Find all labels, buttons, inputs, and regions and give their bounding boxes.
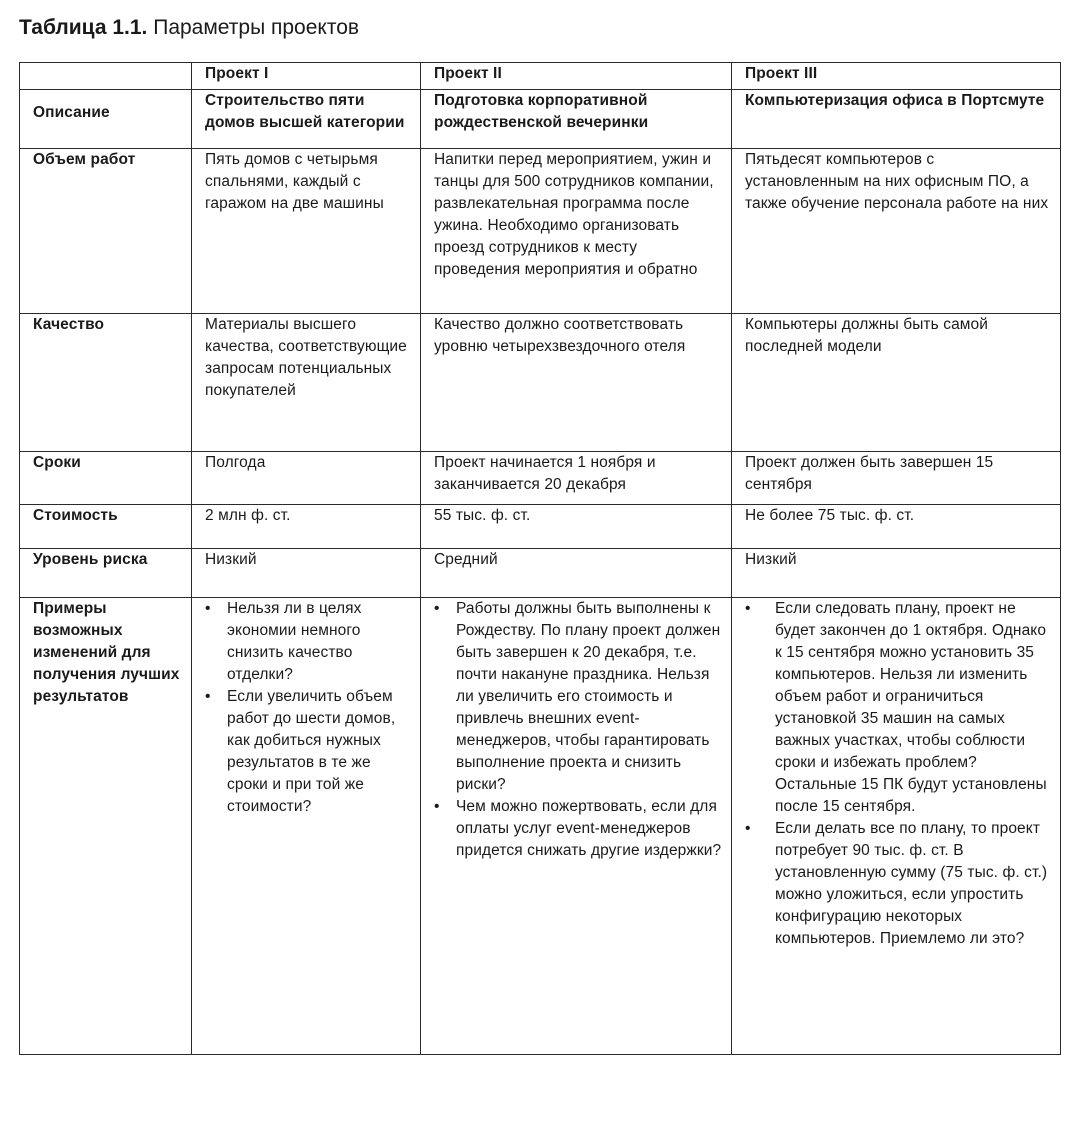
- quality-project-1: Материалы высшего качества, соответствующие запросам потенциальных покупателей: [192, 314, 421, 452]
- table-header-row: [20, 63, 1061, 90]
- scope-project-3: Пятьдесят компьютеров с установленным на них офисным ПО, а также обучение персонала работе на них: [732, 149, 1061, 314]
- timing-row: [20, 452, 1061, 505]
- examples-list-project-2: [434, 598, 723, 862]
- row-label-description: Описание: [20, 90, 192, 149]
- table-caption-title: Параметры проектов: [153, 16, 360, 39]
- risk-project-3: Низкий: [732, 549, 1061, 598]
- description-project-1: Строительство пяти домов высшей категории: [192, 90, 421, 149]
- description-project-3: Компьютеризация офиса в Портсмуте: [732, 90, 1061, 149]
- row-label-risk: Уровень риска: [20, 549, 192, 598]
- header-project-3: Проект III: [732, 63, 1061, 90]
- scope-project-1: Пять домов с четырьмя спальнями, каждый с гаражом на две машины: [192, 149, 421, 314]
- row-label-quality: Качество: [20, 314, 192, 452]
- table-caption: [19, 14, 359, 42]
- scope-row: [20, 149, 1061, 314]
- cost-project-2: 55 тыс. ф. ст.: [421, 505, 732, 549]
- row-label-scope: Объем работ: [20, 149, 192, 314]
- list-item: • Работы должны быть выполнены к Рождеству. По плану проект должен быть завершен к 20 декабря, т.е. почти накануне праздника. Нельзя ли увеличить его стоимость и привлечь внешних event-менеджеров, чтобы гарантировать выполнение проекта и снизить риски?: [434, 598, 723, 796]
- row-label-timing: Сроки: [20, 452, 192, 505]
- list-item: • Нельзя ли в целях экономии немного снизить качество отделки?: [205, 598, 412, 686]
- examples-list-project-3: [745, 598, 1052, 950]
- table-caption-number: Таблица 1.1.: [19, 16, 148, 39]
- quality-project-3: Компьютеры должны быть самой последней модели: [732, 314, 1061, 452]
- cost-row: [20, 505, 1061, 549]
- row-label-cost: Стоимость: [20, 505, 192, 549]
- project-parameters-table: [19, 62, 1061, 1055]
- risk-row: [20, 549, 1061, 598]
- row-label-examples: Примеры возможных изменений для получения лучших результатов: [20, 598, 192, 1055]
- cost-project-3: Не более 75 тыс. ф. ст.: [732, 505, 1061, 549]
- header-project-2: Проект II: [421, 63, 732, 90]
- examples-project-2: [421, 598, 732, 1055]
- list-item: • Если делать все по плану, то проект потребует 90 тыс. ф. ст. В установленную сумму (75 тыс. ф. ст.) можно уложиться, если упростить конфигурацию некоторых компьютеров. Приемлемо ли это?: [745, 818, 1052, 950]
- risk-project-1: Низкий: [192, 549, 421, 598]
- description-project-2: Подготовка корпоративной рождественской вечеринки: [421, 90, 732, 149]
- timing-project-1: Полгода: [192, 452, 421, 505]
- list-item: • Чем можно пожертвовать, если для оплаты услуг event-менеджеров придется снижать другие издержки?: [434, 796, 723, 862]
- cost-project-1: 2 млн ф. ст.: [192, 505, 421, 549]
- quality-row: [20, 314, 1061, 452]
- risk-project-2: Средний: [421, 549, 732, 598]
- examples-project-1: [192, 598, 421, 1055]
- timing-project-2: Проект начинается 1 ноября и заканчивается 20 декабря: [421, 452, 732, 505]
- examples-row: [20, 598, 1061, 1055]
- header-corner-cell: [20, 63, 192, 90]
- timing-project-3: Проект должен быть завершен 15 сентября: [732, 452, 1061, 505]
- description-row: [20, 90, 1061, 149]
- examples-project-3: [732, 598, 1061, 1055]
- list-item: • Если увеличить объем работ до шести домов, как добиться нужных результатов в те же сроки и при той же стоимости?: [205, 686, 412, 818]
- header-project-1: Проект I: [192, 63, 421, 90]
- list-item: • Если следовать плану, проект не будет закончен до 1 октября. Однако к 15 сентября можно установить 35 компьютеров. Нельзя ли изменить объем работ и ограничиться установкой 35 машин на самых важных участках, чтобы соблюсти сроки и избежать проблем? Остальные 15 ПК будут установлены после 15 сентября.: [745, 598, 1052, 818]
- examples-list-project-1: [205, 598, 412, 818]
- scope-project-2: Напитки перед мероприятием, ужин и танцы для 500 сотрудников компании, развлекательная программа после ужина. Необходимо организовать проезд сотрудников к месту проведения мероприятия и обратно: [421, 149, 732, 314]
- quality-project-2: Качество должно соответствовать уровню четырехзвездочного отеля: [421, 314, 732, 452]
